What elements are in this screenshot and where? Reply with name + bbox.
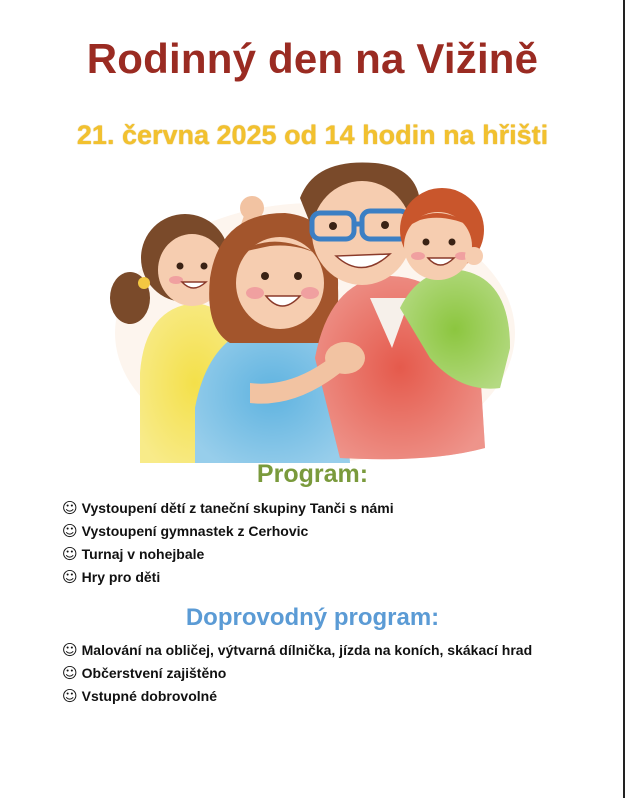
smiley-icon: ☺ [62,664,78,682]
poster-title: Rodinný den na Vižině [86,35,539,82]
program-heading: Program: [256,460,369,488]
smiley-icon: ☺ [62,687,78,705]
smiley-icon: ☺ [62,522,78,540]
smiley-icon: ☺ [62,545,78,563]
program-item: ☺ Turnaj v nohejbale [62,545,205,563]
program-item: ☺ Vystoupení gymnastek z Cerhovic [62,522,309,540]
extra-program-heading: Doprovodný program: [185,604,440,631]
extra-program-list [62,639,532,708]
event-date-subtitle: 21. června 2025 od 14 hodin na hřišti [76,120,549,150]
extra-program-item: ☺ Malování na obličej, výtvarná dílnička, jízda na koních, skákací hrad [62,641,533,659]
extra-program-item: ☺ Vstupné dobrovolné [62,687,217,705]
program-item: ☺ Vystoupení dětí z taneční skupiny Tanči s námi [62,499,394,517]
program-list [62,497,394,589]
family-illustration [100,158,520,463]
extra-program-item: ☺ Občerstvení zajištěno [62,664,227,682]
program-item: ☺ Hry pro děti [62,568,161,586]
smiley-icon: ☺ [62,499,78,517]
smiley-icon: ☺ [62,641,78,659]
smiley-icon: ☺ [62,568,78,586]
